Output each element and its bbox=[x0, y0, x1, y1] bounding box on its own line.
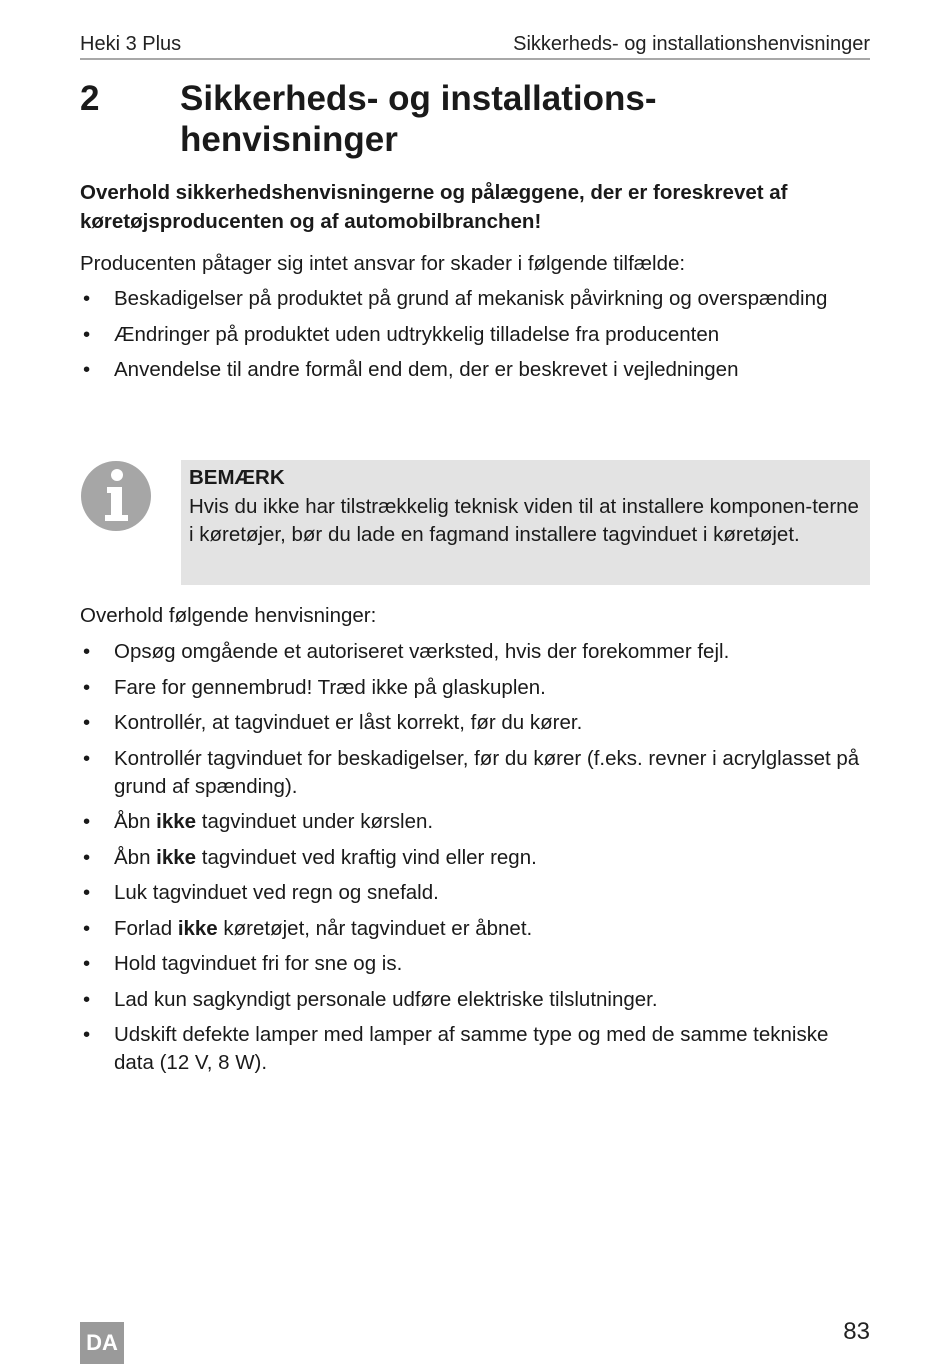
list-item: • Kontrollér, at tagvinduet er låst korrekt, før du kører. bbox=[80, 709, 870, 737]
item-text: Åbn bbox=[114, 810, 157, 833]
safety-intro: Overhold sikkerhedshenvisningerne og pålæggene, der er foreskrevet af køretøjsproducenten og af automobilbranchen! bbox=[80, 181, 788, 233]
item-text: tagvinduet ved kraftig vind eller regn. bbox=[196, 845, 537, 869]
emphasis: ikke bbox=[177, 916, 218, 940]
list-item: • Udskift defekte lamper med lamper af samme type og med de samme tekniske data (12 V, 8 W). bbox=[80, 1021, 870, 1077]
chapter-number: 2 bbox=[80, 79, 100, 118]
chapter-title: Sikkerheds- og installations-henvisninger bbox=[180, 79, 657, 159]
list-item: • Ændringer på produktet uden udtrykkelig tilladelse fra producenten bbox=[80, 321, 870, 349]
list-item: • Luk tagvinduet ved regn og snefald. bbox=[80, 879, 870, 907]
note-title: BEMÆRK bbox=[189, 466, 285, 489]
list-item: • Beskadigelser på produktet på grund af mekanisk påvirkning og overspænding bbox=[80, 285, 870, 313]
page-number: 83 bbox=[843, 1318, 870, 1345]
page-header bbox=[80, 30, 870, 60]
list-item: • Anvendelse til andre formål end dem, der er beskrevet i vejledningen bbox=[80, 356, 870, 384]
list-item: • Lad kun sagkyndigt personale udføre elektriske tilslutninger. bbox=[80, 986, 870, 1014]
chapter-heading bbox=[80, 78, 870, 160]
list-item bbox=[80, 915, 870, 943]
item-text: tagvinduet under kørslen. bbox=[196, 810, 434, 833]
liability-list bbox=[80, 285, 870, 392]
list-item: • Hold tagvinduet fri for sne og is. bbox=[80, 950, 870, 978]
header-section: Sikkerheds- og installationshenvisninger bbox=[513, 33, 870, 55]
instructions-lead: Overhold følgende henvisninger: bbox=[80, 604, 377, 627]
info-icon bbox=[80, 460, 152, 532]
language-badge: DA bbox=[80, 1322, 124, 1364]
list-item bbox=[80, 844, 870, 872]
item-text: køretøjet, når tagvinduet er åbnet. bbox=[217, 916, 533, 940]
list-item bbox=[80, 808, 870, 836]
list-item: • Kontrollér tagvinduet for beskadigelser, før du kører (f.eks. revner i acrylglasset på grund af spænding). bbox=[80, 745, 870, 801]
list-item: • Fare for gennembrud! Træd ikke på glaskuplen. bbox=[80, 674, 870, 702]
emphasis: ikke bbox=[156, 810, 197, 833]
list-item: • Opsøg omgående et autoriseret værksted, hvis der forekommer fejl. bbox=[80, 638, 870, 666]
emphasis: ikke bbox=[156, 845, 197, 869]
note-box bbox=[181, 460, 870, 585]
item-text: Forlad bbox=[114, 916, 178, 940]
instructions-list bbox=[80, 638, 870, 1085]
header-product: Heki 3 Plus bbox=[80, 33, 182, 55]
item-text: Åbn bbox=[114, 845, 157, 869]
liability-lead: Producenten påtager sig intet ansvar for skader i følgende tilfælde: bbox=[80, 252, 686, 275]
note-text: Hvis du ikke har tilstrækkelig teknisk viden til at installere komponen-terne i køretøjer, bør du lade en fagmand installere tagvinduet i køretøjet. bbox=[189, 494, 859, 546]
